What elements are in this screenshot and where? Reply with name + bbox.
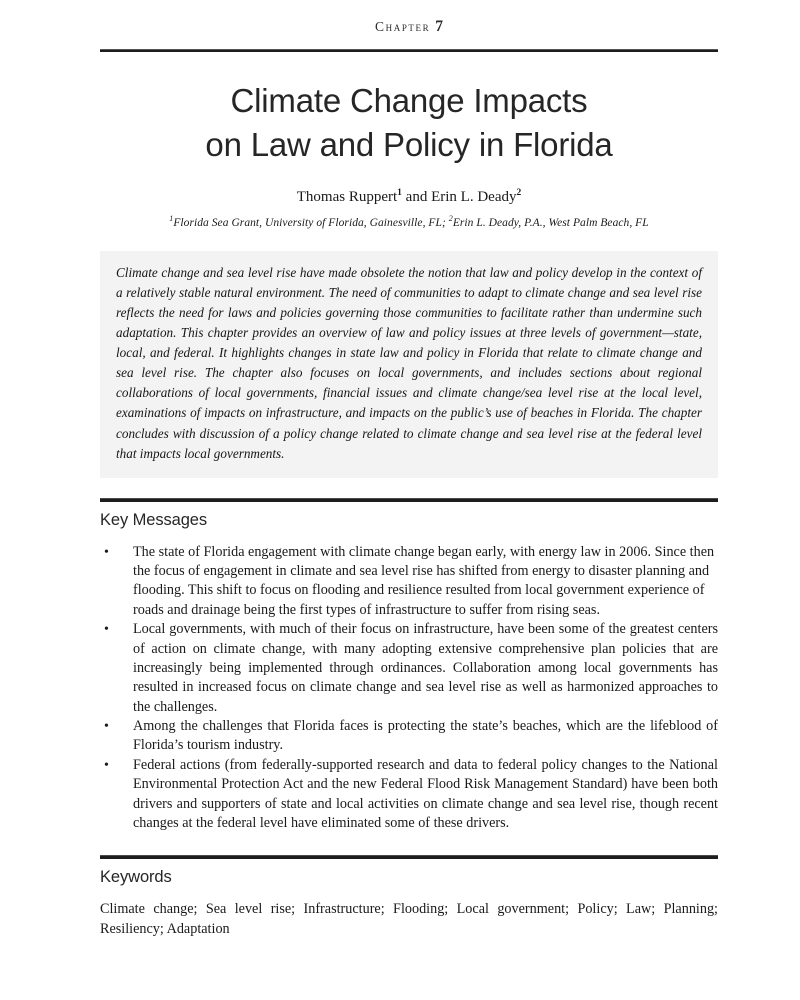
header-divider-rule: [100, 49, 718, 52]
abstract-text: Climate change and sea level rise have made obsolete the notion that law and policy develop in the context of a relatively stable natural environment. The need of communities to adapt to climate change and sea level rise reflects the need for laws and policies governing those communities to facilitate rather than undermine such adaptation. This chapter provides an overview of law and policy issues at three levels of government—state, local, and federal. It highlights changes in state law and policy in Florida that relate to climate change and sea level rise. The chapter also focuses on local governments, and includes sections about regional collaborations of local governments, financial issues and climate change/sea level rise at the local level, examinations of impacts on infrastructure, and impacts on the public’s use of beaches in Florida. The chapter concludes with discussion of a policy change related to climate change and sea level rise at the federal level that impacts local governments.: [116, 265, 702, 461]
author-name-1: Thomas Ruppert: [296, 189, 398, 206]
author-list: [100, 188, 718, 206]
list-item: [100, 756, 718, 834]
page-content: [100, 0, 718, 939]
bullet-icon: •: [104, 757, 109, 773]
list-item-text: Among the challenges that Florida faces is protecting the state’s beaches, which are the lifeblood of Florida’s tourism industry.: [133, 718, 718, 754]
keywords-heading: Keywords: [100, 868, 172, 887]
affiliation-text-1: Florida Sea Grant, University of Florida, Gainesville, FL;: [173, 217, 449, 230]
affiliation-marker-1: 1: [169, 214, 174, 224]
bullet-icon: •: [104, 622, 109, 638]
key-messages-divider-rule: [100, 498, 718, 502]
key-messages-heading: Key Messages: [100, 510, 208, 529]
list-item-text: Federal actions (from federally-supported research and data to federal policy changes to the National Environmental Protection Act and the new Federal Flood Risk Management Standard) have been both drivers and supporters of state and local activities on climate change and sea level rise, though recent changes at the federal level have eliminated some of these drivers.: [133, 756, 718, 831]
author-conjunction: and: [401, 189, 432, 206]
keywords-divider-rule: [100, 855, 718, 859]
list-item: [100, 543, 718, 621]
chapter-label: Chapter: [375, 19, 431, 34]
author-affiliation-marker-1: 1: [397, 188, 402, 199]
list-item-text: The state of Florida engagement with climate change began early, with energy law in 2006. Since then the focus of engagement in climate and sea level rise has shifted from energy to disaster planning and flooding. This shift to focus on flooding and resilience resulted from local government experience of roads and drainage being the first types of infrastructure to suffer from rising seas.: [133, 543, 715, 618]
abstract-box: [100, 251, 718, 478]
title-line-1: Climate Change Impacts: [230, 82, 588, 119]
keywords-section: [100, 855, 718, 939]
affiliations: [100, 214, 718, 229]
author-affiliation-marker-2: 2: [516, 188, 522, 199]
keywords-text: Climate change; Sea level rise; Infrastructure; Flooding; Local government; Policy; Law; Planning; Resiliency; Adaptation: [100, 901, 718, 937]
affiliation-marker-2: 2: [448, 214, 453, 224]
bullet-icon: •: [104, 719, 109, 735]
chapter-number: 7: [435, 18, 443, 35]
title-line-2: on Law and Policy in Florida: [205, 125, 613, 163]
key-messages-section: [100, 498, 718, 834]
key-messages-list: [100, 543, 718, 834]
chapter-header: [100, 0, 718, 36]
affiliation-text-2: Erin L. Deady, P.A., West Palm Beach, FL: [452, 217, 649, 230]
author-name-2: Erin L. Deady: [431, 189, 517, 206]
list-item: [100, 717, 718, 756]
list-item: [100, 620, 718, 717]
list-item-text: Local governments, with much of their focus on infrastructure, have been some of the greatest centers of action on climate change, with many adopting extensive comprehensive plan policies that are increasingly being implemented through ordinances. Collaboration among local governments has resulted in increased focus on climate change and sea level rise as well as harmonized approaches to the challenges.: [133, 621, 718, 715]
bullet-icon: •: [104, 544, 109, 560]
page-title: [100, 79, 718, 166]
